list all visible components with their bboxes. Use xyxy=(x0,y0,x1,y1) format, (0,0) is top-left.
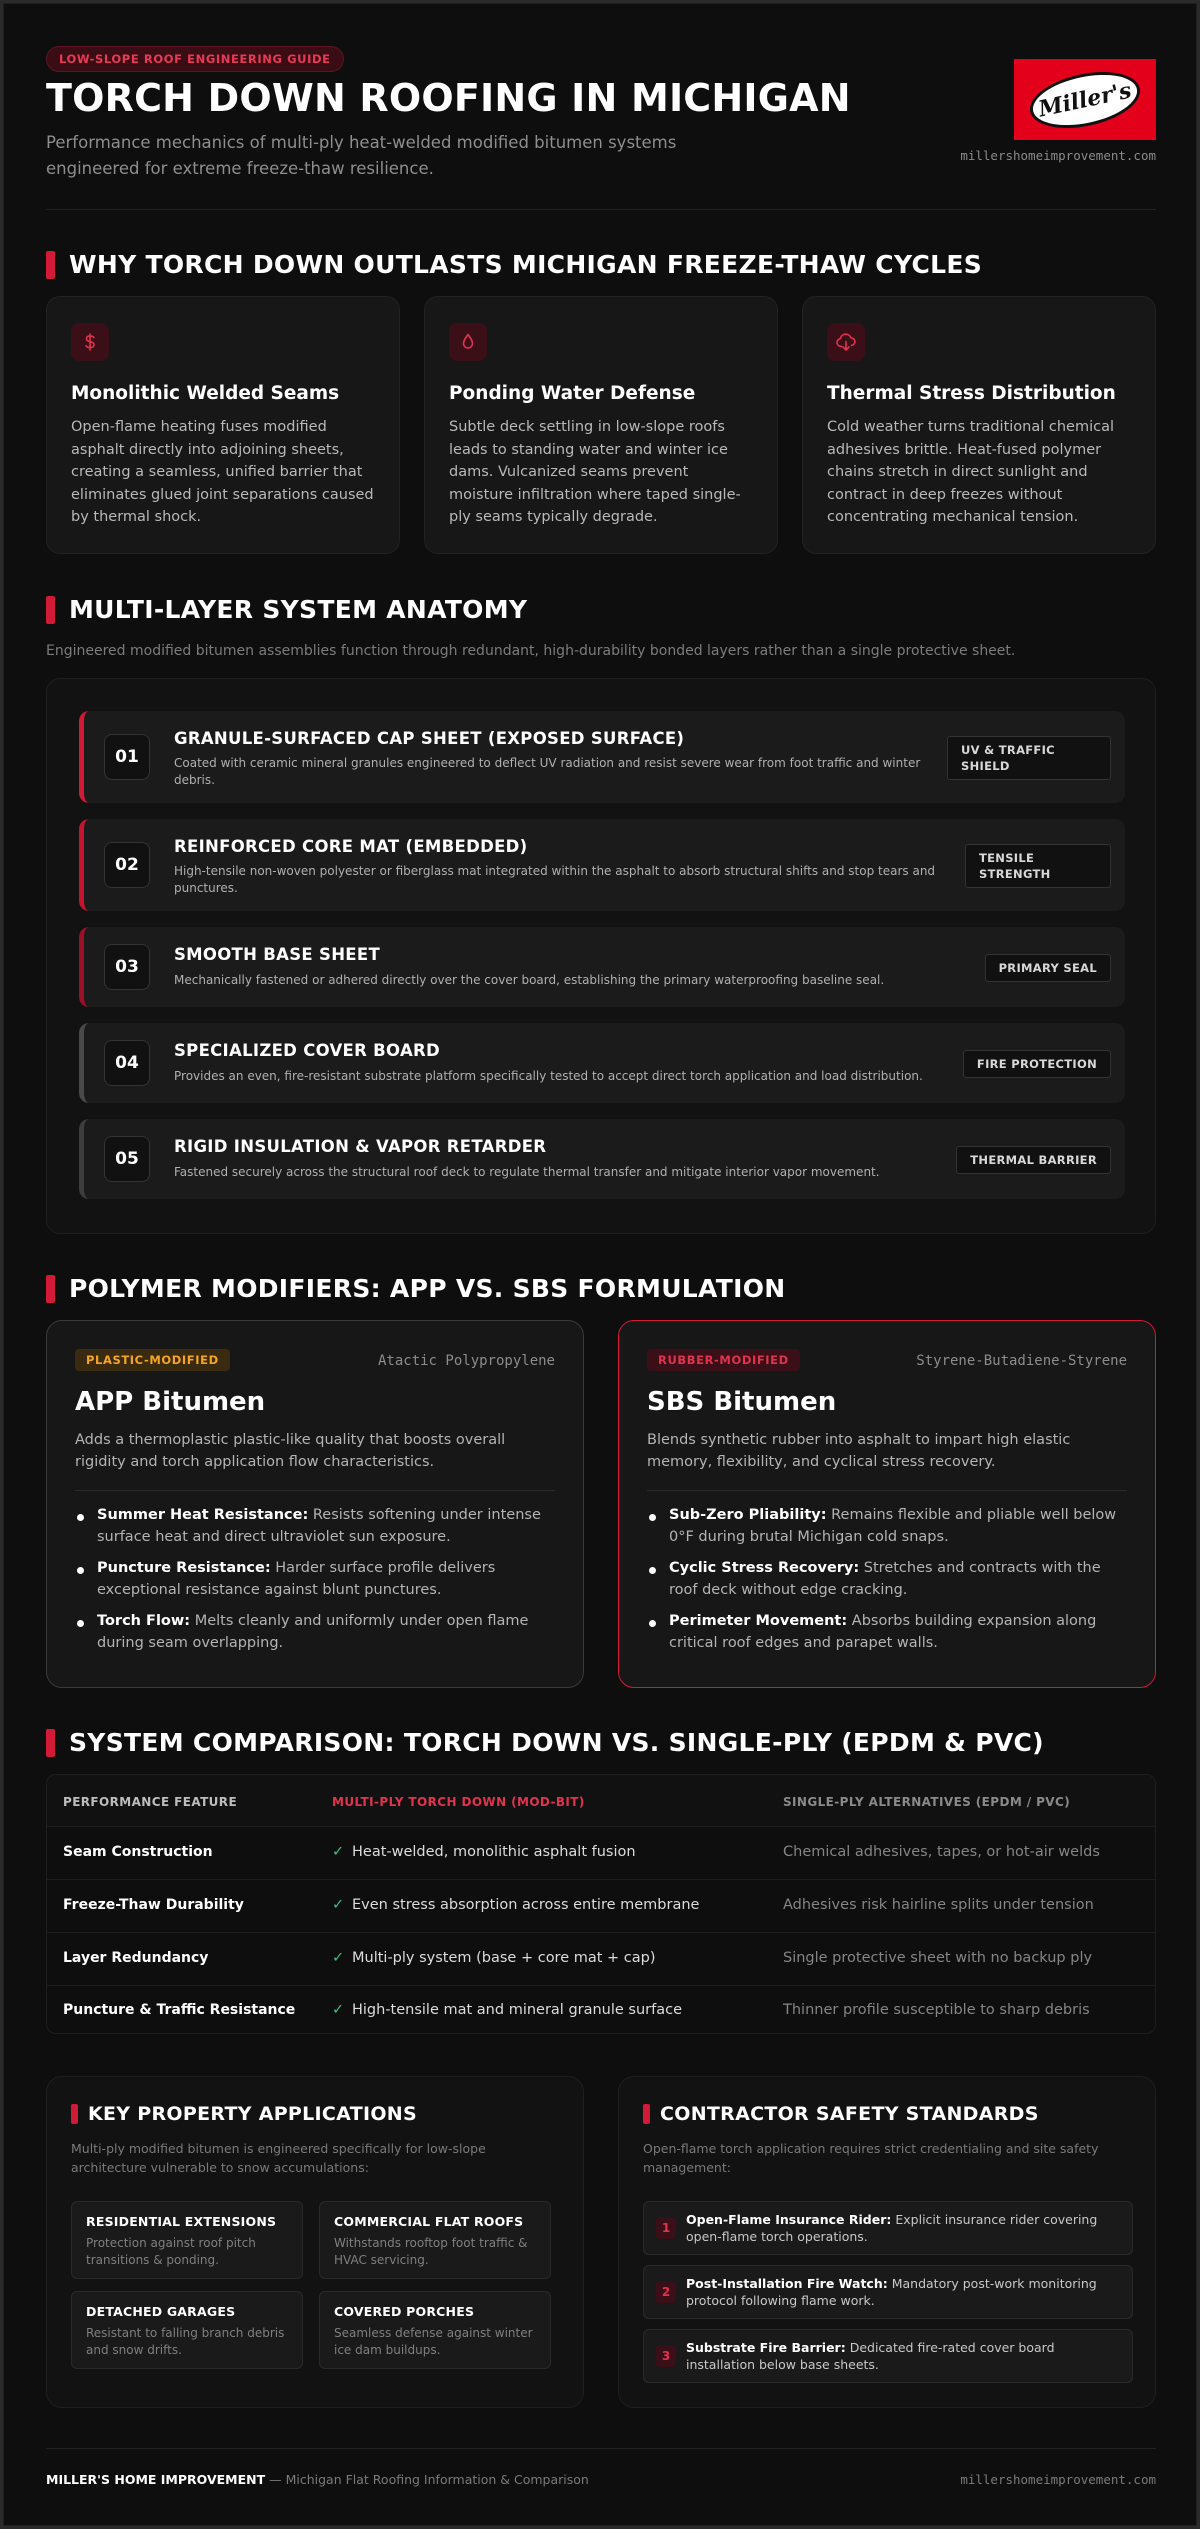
layer-text: Coated with ceramic mineral granules engineered to deflect UV radiation and resist severe wear from foot traffic and winter debris. xyxy=(174,756,921,787)
why-section-header xyxy=(46,250,982,279)
app-title: APP Bitumen xyxy=(75,1387,266,1417)
applications-desc: Multi-ply modified bitumen is engineered specifically for low-slope architecture vulnerable to snow accumulations: xyxy=(71,2141,486,2175)
anatomy-section-header xyxy=(46,595,527,624)
section-accent-bar xyxy=(46,1275,55,1303)
applications-header xyxy=(71,2103,559,2125)
sbs-desc: Blends synthetic rubber into asphalt to impart high elastic memory, flexibility, and cyclical stress recovery. xyxy=(647,1429,1127,1491)
section-accent-bar xyxy=(46,1729,55,1757)
app-desc: Adds a thermoplastic plastic-like quality that boosts overall rigidity and torch application flow characteristics. xyxy=(75,1429,555,1491)
anatomy-panel xyxy=(46,678,1156,1234)
sbs-feature-list xyxy=(647,1505,1127,1654)
safety-text: Open-Flame Insurance Rider: Explicit insurance rider covering open-flame torch operations. xyxy=(686,2212,1098,2244)
feature-cell: Layer Redundancy xyxy=(63,1950,209,1966)
polymer-section-header xyxy=(46,1274,785,1303)
applications-title: KEY PROPERTY APPLICATIONS xyxy=(88,2103,417,2125)
application-item xyxy=(319,2291,551,2369)
app-chemical-name: Atactic Polypropylene xyxy=(377,1353,555,1369)
sbs-title: SBS Bitumen xyxy=(647,1387,837,1417)
list-item: Summer Heat Resistance: Resists softening under intense surface heat and direct ultraviolet sun exposure. xyxy=(75,1505,555,1548)
anatomy-section-title: MULTI-LAYER SYSTEM ANATOMY xyxy=(69,595,528,624)
logo-badge xyxy=(1025,62,1145,136)
card-text: Cold weather turns traditional chemical adhesives brittle. Heat-fused polymer chains stretch in direct sunlight and contract in deep freezes without concentrating mechanical tension. xyxy=(827,419,1114,525)
section-accent-bar xyxy=(46,596,55,624)
single-ply-cell: Adhesives risk hairline splits under tension xyxy=(783,1897,1094,1913)
section-accent-bar xyxy=(643,2104,650,2124)
safety-item xyxy=(643,2265,1133,2319)
torch-down-cell: High-tensile mat and mineral granule surface xyxy=(352,2002,683,2018)
application-title: DETACHED GARAGES xyxy=(86,2304,236,2319)
app-bitumen-card xyxy=(46,1320,584,1688)
section-accent-bar xyxy=(71,2104,78,2124)
divider xyxy=(46,209,1156,210)
layer-tag: TENSILE STRENGTH xyxy=(965,844,1111,888)
comparison-section-title: SYSTEM COMPARISON: TORCH DOWN VS. SINGLE-PLY (EPDM & PVC) xyxy=(69,1728,1044,1757)
layer-number: 01 xyxy=(104,734,150,780)
layer-tag: PRIMARY SEAL xyxy=(985,954,1111,982)
millers-logo[interactable] xyxy=(1014,59,1156,140)
application-text: Resistant to falling branch debris and snow drifts. xyxy=(86,2326,285,2357)
single-ply-cell: Chemical adhesives, tapes, or hot-air welds xyxy=(783,1844,1100,1860)
layer-row xyxy=(79,819,1125,911)
table-row xyxy=(47,1933,1156,1986)
footer-brand-name: MILLER'S HOME IMPROVEMENT xyxy=(46,2472,266,2487)
safety-header xyxy=(643,2103,1131,2125)
list-item: Torch Flow: Melts cleanly and uniformly under open flame during seam overlapping. xyxy=(75,1611,555,1654)
layer-title: SMOOTH BASE SHEET xyxy=(174,945,381,964)
why-card-thermal-stress xyxy=(802,296,1156,554)
why-card-welded-seams xyxy=(46,296,400,554)
application-item xyxy=(319,2201,551,2279)
layer-number: 05 xyxy=(104,1136,150,1182)
safety-item xyxy=(643,2329,1133,2383)
layer-tag: UV & TRAFFIC SHIELD xyxy=(947,736,1111,780)
safety-item xyxy=(643,2201,1133,2255)
table-row xyxy=(47,1986,1156,2034)
torch-down-cell: Multi-ply system (base + core mat + cap) xyxy=(352,1950,656,1966)
card-text: Open-flame heating fuses modified asphalt directly into adjoining sheets, creating a seamless, unified barrier that eliminates glued joint separations caused by thermal shock. xyxy=(71,419,374,525)
list-item: Perimeter Movement: Absorbs building expansion along critical roof edges and parapet walls. xyxy=(647,1611,1127,1654)
page-title: TORCH DOWN ROOFING IN MICHIGAN xyxy=(46,76,851,120)
comparison-section-header xyxy=(46,1728,1044,1757)
column-header: PERFORMANCE FEATURE xyxy=(63,1795,238,1809)
list-item: Cyclic Stress Recovery: Stretches and contracts with the roof deck without edge cracking. xyxy=(647,1558,1127,1601)
application-text: Withstands rooftop foot traffic & HVAC servicing. xyxy=(334,2236,528,2267)
safety-number: 1 xyxy=(656,2217,676,2239)
page-subtitle: Performance mechanics of multi-ply heat-welded modified bitumen systems engineered for extreme freeze-thaw resilience. xyxy=(46,133,677,178)
card-title: Ponding Water Defense xyxy=(449,383,696,404)
layer-title: RIGID INSULATION & VAPOR RETARDER xyxy=(174,1137,547,1156)
application-text: Protection against roof pitch transitions & ponding. xyxy=(86,2236,256,2267)
water-drop-icon xyxy=(449,323,487,361)
column-header: SINGLE-PLY ALTERNATIVES (EPDM / PVC) xyxy=(783,1795,1071,1809)
layer-tag: FIRE PROTECTION xyxy=(963,1050,1111,1078)
dollar-icon xyxy=(71,323,109,361)
cloud-download-icon xyxy=(827,323,865,361)
safety-text: Substrate Fire Barrier: Dedicated fire-rated cover board installation below base sheets. xyxy=(686,2340,1055,2372)
card-title: Monolithic Welded Seams xyxy=(71,383,340,404)
torch-down-cell: Even stress absorption across entire membrane xyxy=(352,1897,700,1913)
layer-text: Fastened securely across the structural roof deck to regulate thermal transfer and mitigate interior vapor movement. xyxy=(174,1165,880,1179)
table-row xyxy=(47,1827,1156,1880)
polymer-section-title: POLYMER MODIFIERS: APP VS. SBS FORMULATION xyxy=(69,1274,786,1303)
layer-row xyxy=(79,1119,1125,1199)
safety-number: 3 xyxy=(656,2345,676,2367)
application-item xyxy=(71,2291,303,2369)
layer-tag: THERMAL BARRIER xyxy=(956,1146,1111,1174)
application-title: COVERED PORCHES xyxy=(334,2304,475,2319)
layer-title: REINFORCED CORE MAT (EMBEDDED) xyxy=(174,837,528,856)
footer-tagline: — Michigan Flat Roofing Information & Comparison xyxy=(269,2472,589,2487)
sbs-chemical-name: Styrene-Butadiene-Styrene xyxy=(916,1353,1127,1369)
application-title: RESIDENTIAL EXTENSIONS xyxy=(86,2214,277,2229)
safety-number: 2 xyxy=(656,2281,676,2303)
layer-number: 02 xyxy=(104,842,150,888)
single-ply-cell: Thinner profile susceptible to sharp debris xyxy=(783,2002,1090,2018)
layer-number: 03 xyxy=(104,944,150,990)
torch-down-cell: Heat-welded, monolithic asphalt fusion xyxy=(352,1844,636,1860)
card-text: Subtle deck settling in low-slope roofs leads to standing water and winter ice dams. Vulcanized seams prevent moisture infiltration where taped single-ply seams typically degrade. xyxy=(449,419,741,525)
header-site-link[interactable]: millershomeimprovement.com xyxy=(960,148,1156,163)
why-section-title: WHY TORCH DOWN OUTLASTS MICHIGAN FREEZE-THAW CYCLES xyxy=(69,250,983,279)
layer-row xyxy=(79,711,1125,803)
safety-panel xyxy=(618,2076,1156,2408)
safety-desc: Open-flame torch application requires strict credentialing and site safety management: xyxy=(643,2141,1099,2175)
sbs-bitumen-card xyxy=(618,1320,1156,1688)
layer-row xyxy=(79,1023,1125,1103)
footer-brand xyxy=(46,2472,589,2487)
why-card-ponding-water xyxy=(424,296,778,554)
card-title: Thermal Stress Distribution xyxy=(827,383,1116,404)
table-row xyxy=(47,1880,1156,1933)
check-icon: ✓ xyxy=(332,2002,345,2018)
application-title: COMMERCIAL FLAT ROOFS xyxy=(334,2214,524,2229)
table-header-row xyxy=(47,1775,1156,1827)
layer-title: GRANULE-SURFACED CAP SHEET (EXPOSED SURFACE) xyxy=(174,729,685,748)
feature-cell: Freeze-Thaw Durability xyxy=(63,1897,244,1913)
section-accent-bar xyxy=(46,251,55,279)
list-item: Sub-Zero Pliability: Remains flexible and pliable well below 0°F during brutal Michigan cold snaps. xyxy=(647,1505,1127,1548)
list-item: Puncture Resistance: Harder surface profile delivers exceptional resistance against blunt punctures. xyxy=(75,1558,555,1601)
application-text: Seamless defense against winter ice dam buildups. xyxy=(334,2326,533,2357)
safety-text: Post-Installation Fire Watch: Mandatory post-work monitoring protocol following flame work. xyxy=(686,2276,1097,2308)
layer-number: 04 xyxy=(104,1040,150,1086)
comparison-table xyxy=(46,1774,1156,2034)
anatomy-desc: Engineered modified bitumen assemblies function through redundant, high-durability bonded layers rather than a single protective sheet. xyxy=(46,643,1016,659)
layer-text: Provides an even, fire-resistant substrate platform specifically tested to accept direct torch application and load distribution. xyxy=(174,1069,923,1083)
safety-title: CONTRACTOR SAFETY STANDARDS xyxy=(660,2103,1039,2125)
applications-panel xyxy=(46,2076,584,2408)
column-header: MULTI-PLY TORCH DOWN (MOD-BIT) xyxy=(332,1795,585,1809)
logo-text: Miller's xyxy=(1036,76,1134,123)
layer-row xyxy=(79,927,1125,1007)
footer-divider xyxy=(46,2448,1156,2449)
check-icon: ✓ xyxy=(332,1950,345,1966)
single-ply-cell: Single protective sheet with no backup ply xyxy=(783,1950,1093,1966)
footer-site-link[interactable]: millershomeimprovement.com xyxy=(960,2472,1156,2487)
guide-badge: LOW-SLOPE ROOF ENGINEERING GUIDE xyxy=(46,46,344,72)
layer-text: Mechanically fastened or adhered directly over the cover board, establishing the primary waterproofing baseline seal. xyxy=(174,973,885,987)
layer-title: SPECIALIZED COVER BOARD xyxy=(174,1041,441,1060)
page xyxy=(3,3,1197,2526)
sbs-pill: RUBBER-MODIFIED xyxy=(647,1349,800,1371)
app-feature-list xyxy=(75,1505,555,1654)
layer-text: High-tensile non-woven polyester or fiberglass mat integrated within the asphalt to absorb structural shifts and stop tears and punctures. xyxy=(174,864,936,895)
check-icon: ✓ xyxy=(332,1844,345,1860)
application-item xyxy=(71,2201,303,2279)
app-pill: PLASTIC-MODIFIED xyxy=(75,1349,230,1371)
feature-cell: Seam Construction xyxy=(63,1844,213,1860)
feature-cell: Puncture & Traffic Resistance xyxy=(63,2002,296,2018)
check-icon: ✓ xyxy=(332,1897,345,1913)
